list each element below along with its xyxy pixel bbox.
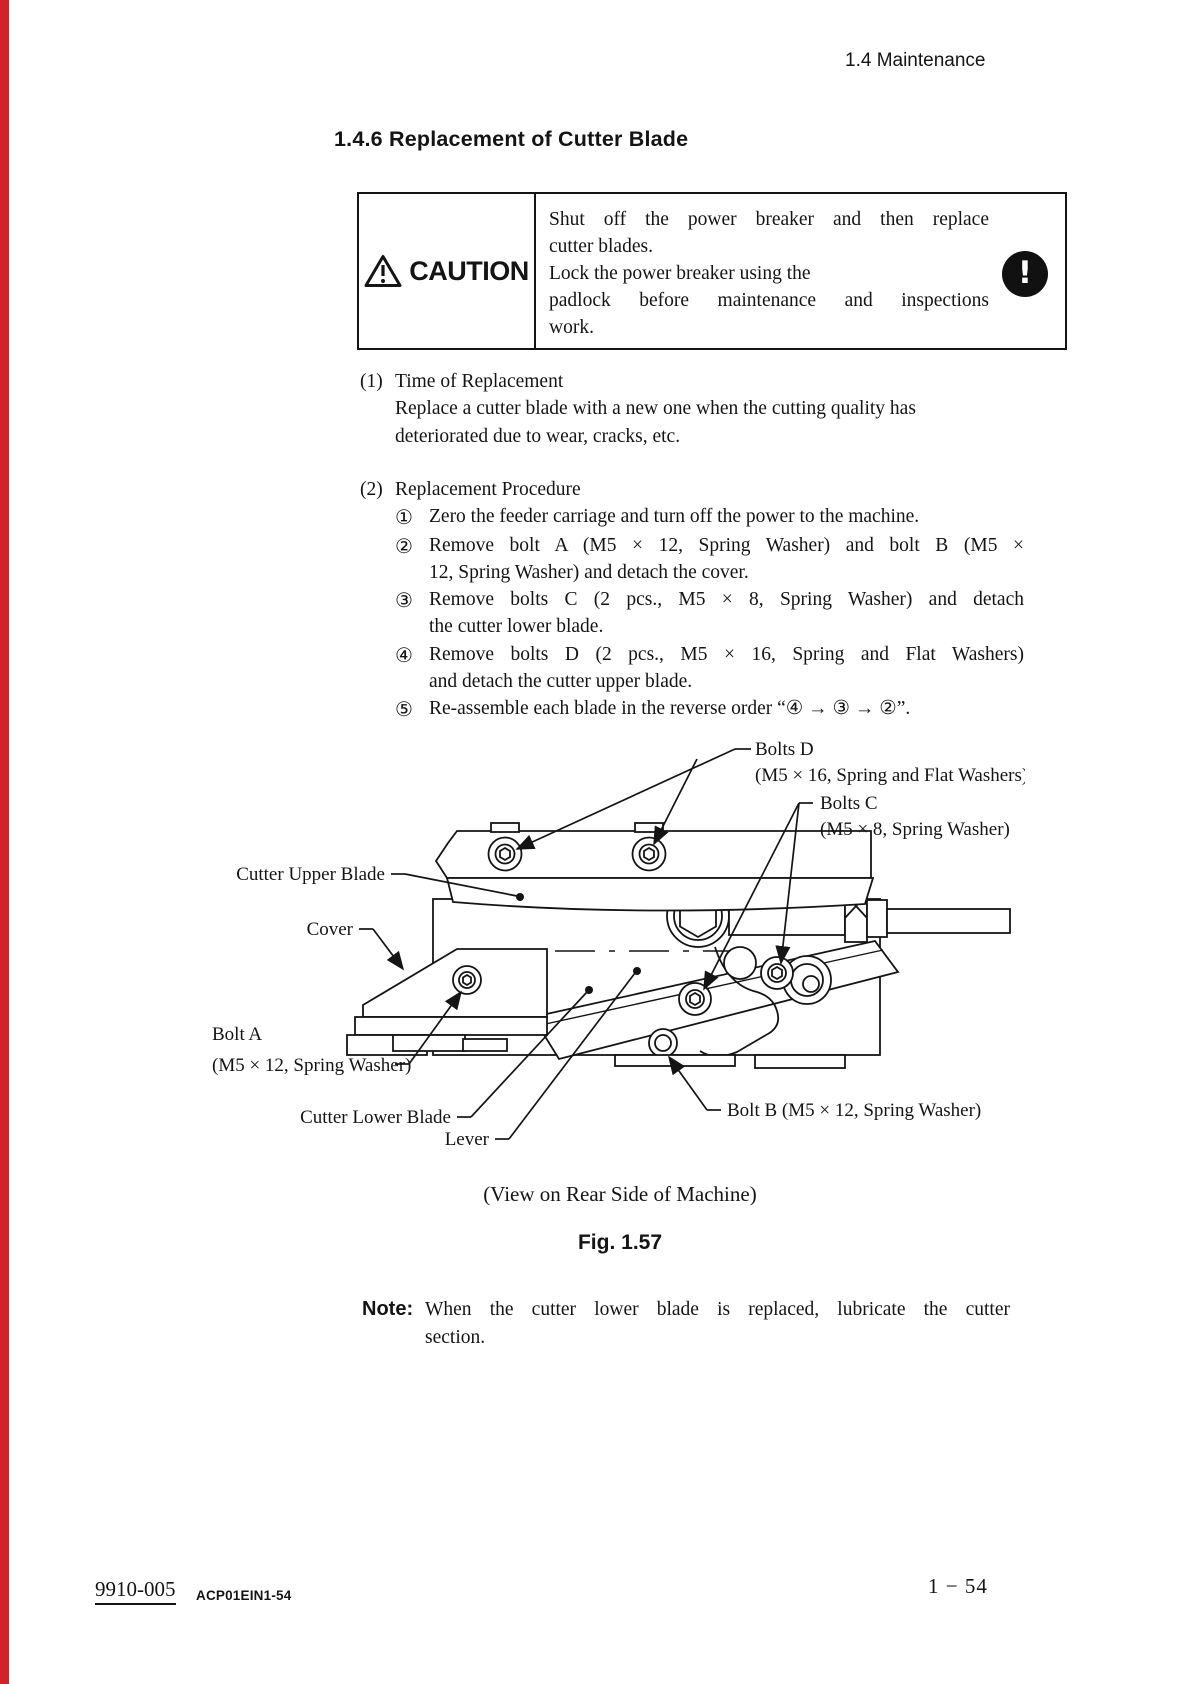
- procedure-step: [395, 695, 1003, 723]
- caution-line: cutter blades.: [549, 236, 653, 257]
- step-text-line: Re-assemble each blade in the reverse order “④ → ③ → ②”.: [429, 698, 911, 720]
- scan-edge-strip: [0, 0, 9, 1684]
- caution-line: padlock before maintenance and inspections: [549, 290, 989, 311]
- step-number-badge: ③: [395, 588, 413, 613]
- figure-label-bolt-a-spec: (M5 × 12, Spring Washer): [212, 1055, 412, 1076]
- machine-body-group: [347, 823, 1010, 1068]
- bolt-a-shape: [453, 966, 481, 994]
- caution-line: work.: [549, 317, 594, 338]
- caution-text-cell: [536, 194, 1065, 348]
- note-block: [362, 1296, 1012, 1351]
- step-text-line: Remove bolts D (2 pcs., M5 × 16, Spring and Flat Washers): [429, 643, 1024, 665]
- figure-label-cutter-upper-blade: Cutter Upper Blade: [236, 864, 385, 885]
- figure-caption: Fig. 1.57: [577, 1231, 663, 1254]
- section-heading: Time of Replacement: [395, 371, 564, 392]
- figure-label-cover: Cover: [306, 919, 353, 940]
- caution-label: CAUTION: [409, 255, 529, 286]
- figure-diagram: [195, 733, 1025, 1170]
- exclamation-glyph: !: [1017, 254, 1033, 291]
- procedure-step: [395, 641, 1024, 696]
- step-text-line: and detach the cutter upper blade.: [429, 671, 693, 693]
- figure-label-cutter-lower-blade: Cutter Lower Blade: [300, 1107, 451, 1128]
- figure-label-bolt-a: Bolt A: [212, 1024, 263, 1045]
- procedure-step: [395, 503, 1003, 531]
- section-marker: (1): [360, 371, 383, 392]
- body-line: deteriorated due to wear, cracks, etc.: [395, 425, 681, 447]
- step-text-line: Zero the feeder carriage and turn off the power to the machine.: [429, 506, 920, 528]
- bolt-d: [633, 838, 666, 871]
- warning-triangle-icon: [364, 254, 402, 288]
- step-number-badge: ⑤: [395, 697, 413, 722]
- page-title: 1.4.6 Replacement of Cutter Blade: [334, 127, 689, 151]
- cutter-assembly-drawing: [195, 733, 1025, 1170]
- figure-label-bolts-d-spec: (M5 × 16, Spring and Flat Washers): [755, 765, 1025, 786]
- shaft-rod: [887, 909, 1010, 933]
- bolt-c: [679, 983, 711, 1015]
- figure-label-bolts-d: Bolts D: [755, 739, 814, 760]
- step-text-line: Remove bolts C (2 pcs., M5 × 8, Spring Washer) and detach: [429, 589, 1024, 611]
- note-label: Note:: [362, 1298, 414, 1320]
- bolt-d: [489, 838, 522, 871]
- section-replacement-procedure: [360, 476, 1025, 724]
- section-time-of-replacement: [360, 368, 1020, 450]
- caution-line: Lock the power breaker using the: [549, 263, 811, 284]
- header-section-ref: 1.4 Maintenance: [845, 50, 986, 71]
- procedure-step: [395, 586, 1024, 641]
- procedure-steps: [395, 503, 1024, 723]
- step-number-badge: ④: [395, 642, 413, 667]
- step-number-badge: ②: [395, 533, 413, 558]
- bolt-c: [761, 957, 793, 989]
- note-line: When the cutter lower blade is replaced, lubricate the cutter: [425, 1299, 1010, 1320]
- view-caption: (View on Rear Side of Machine): [483, 1182, 757, 1206]
- section-heading: Replacement Procedure: [395, 479, 581, 500]
- step-text-line: 12, Spring Washer) and detach the cover.: [429, 561, 749, 583]
- figure-label-lever: Lever: [444, 1129, 489, 1150]
- caution-box: [357, 192, 1067, 350]
- caution-label-cell: [359, 194, 536, 348]
- figure-label-bolt-b: Bolt B (M5 × 12, Spring Washer): [727, 1100, 982, 1121]
- procedure-step: [395, 532, 1024, 587]
- step-text-line: Remove bolt A (M5 × 12, Spring Washer) and bolt B (M5 ×: [429, 534, 1024, 556]
- step-number-badge: ①: [395, 505, 413, 530]
- mandatory-action-icon: [1002, 251, 1048, 297]
- step-text-line: the cutter lower blade.: [429, 616, 604, 638]
- leader-cover: [373, 929, 403, 969]
- bolt-b-shape: [649, 1029, 677, 1057]
- page-number: 1 − 54: [928, 1574, 988, 1598]
- body-line: Replace a cutter blade with a new one when the cutting quality has: [395, 398, 916, 420]
- doc-number: 9910-005: [95, 1577, 176, 1605]
- note-line: section.: [425, 1326, 486, 1348]
- section-marker: (2): [360, 479, 383, 500]
- figure-label-bolts-c: Bolts C: [820, 793, 878, 814]
- doc-code: ACP01EIN1-54: [196, 1588, 292, 1603]
- figure-label-bolts-c-spec: (M5 × 8, Spring Washer): [820, 819, 1010, 840]
- caution-line: Shut off the power breaker and then replace: [549, 209, 989, 230]
